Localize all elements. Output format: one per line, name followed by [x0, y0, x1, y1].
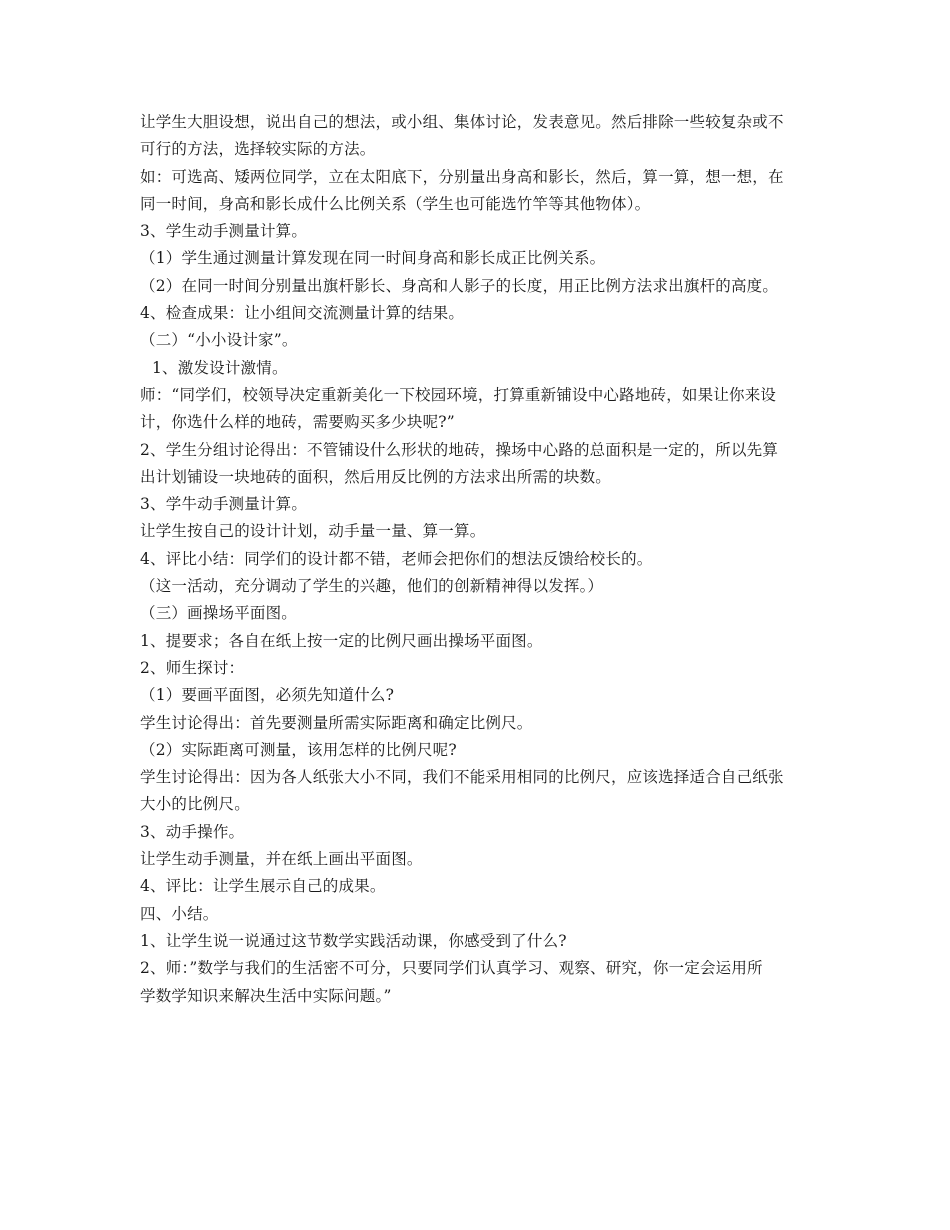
step-heading: 4、评比：让学生展示自己的成果。	[140, 877, 386, 896]
paragraph-line: 学生讨论得出：首先要测量所需实际距离和确定比例尺。	[140, 713, 533, 732]
paragraph-line: 可行的方法，选择较实际的方法。	[140, 140, 376, 159]
paragraph-line: 同一时间，身高和影长成什么比例关系（学生也可能选竹竿等其他物体）。	[140, 194, 651, 213]
paragraph-line: 让学生按自己的设计计划，动手量一量、算一算。	[140, 522, 486, 541]
paragraph-line: 2、师：”数学与我们的生活密不可分，只要同学们认真学习、观察、研究，你一定会运用所	[140, 959, 763, 978]
step-heading: 4、检查成果：让小组间交流测量计算的结果。	[140, 304, 465, 323]
section-heading: （三）画操场平面图。	[140, 604, 298, 623]
step-heading: 3、学牛动手测量计算。	[140, 495, 308, 514]
paragraph-line: 2、学生分组讨论得出：不管铺设什么形状的地砖，操场中心路的总面积是一定的，所以先算	[140, 440, 779, 459]
sub-item: （1）要画平面图，必须先知道什么?	[140, 686, 395, 705]
step-heading: 2、师生探讨：	[140, 658, 245, 677]
step-heading: 1、让学生说一说通过这节数学实践活动课，你感受到了什么?	[140, 931, 567, 950]
paragraph-line: 师：“同学们，校领导决定重新美化一下校园环境，打算重新铺设中心路地砖，如果让你来设	[140, 385, 777, 404]
paragraph-line: 大小的比例尺。	[140, 795, 250, 814]
step-heading: 3、动手操作。	[140, 822, 245, 841]
sub-item: （1）学生通过测量计算发现在同一时间身高和影长成正比例关系。	[140, 249, 606, 268]
step-heading: 1、激发设计激情。	[152, 358, 288, 377]
paragraph-line: 出计划铺设一块地砖的面积，然后用反比例的方法求出所需的块数。	[140, 467, 612, 486]
note-line: （这一活动，充分调动了学生的兴趣，他们的创新精神得以发挥。）	[140, 577, 604, 596]
document-body	[140, 109, 812, 1010]
step-heading: 4、评比小结：同学们的设计都不错，老师会把你们的想法反馈给校长的。	[140, 549, 653, 568]
section-heading: （二）“小小设计家”。	[140, 331, 298, 350]
paragraph-line: 学生讨论得出：因为各人纸张大小不同，我们不能采用相同的比例尺，应该选择适合自己纸张	[140, 768, 784, 787]
paragraph-line: 让学生动手测量，并在纸上画出平面图。	[140, 850, 423, 869]
step-heading: 1、提要求；各自在纸上按一定的比例尺画出操场平面图。	[140, 631, 543, 650]
paragraph-line: 如：可选高、矮两位同学，立在太阳底下，分别量出身高和影长，然后，算一算，想一想，在	[140, 167, 784, 186]
paragraph-line: 让学生大胆设想，说出自己的想法，或小组、集体讨论，发表意见。然后排除一些较复杂或不	[140, 113, 784, 131]
sub-item: （2）在同一时间分别量出旗杆影长、身高和人影子的长度，用正比例方法求出旗杆的高度。	[140, 276, 779, 295]
paragraph-line: 计，你选什么样的地砖，需要购买多少块呢?”	[140, 413, 455, 432]
sub-item: （2）实际距离可测量，该用怎样的比例尺呢?	[140, 740, 457, 759]
step-heading: 3、学生动手测量计算。	[140, 222, 308, 241]
section-heading: 四、小结。	[140, 904, 219, 923]
paragraph-line: 学数学知识来解决生活中实际问题。”	[140, 986, 392, 1005]
